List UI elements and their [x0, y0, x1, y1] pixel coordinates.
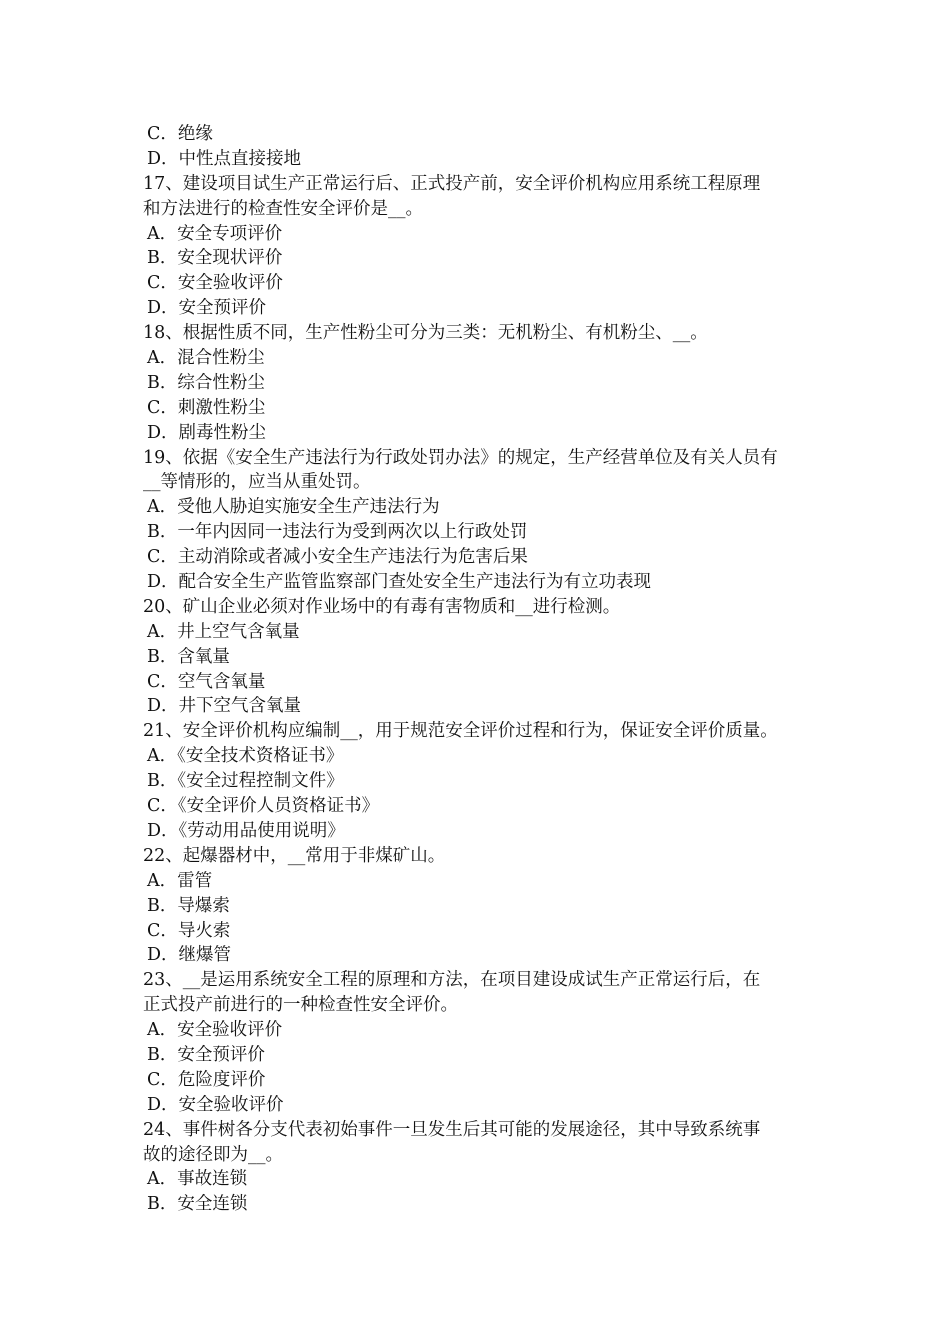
- answer-option: B．一年内因同一违法行为受到两次以上行政处罚: [147, 522, 528, 543]
- question-text: 故的途径即为__。: [143, 1144, 283, 1165]
- question-text: 和方法进行的检查性安全评价是__。: [143, 198, 423, 219]
- answer-option: C．危险度评价: [147, 1069, 266, 1090]
- answer-option: B．导爆索: [147, 895, 230, 916]
- answer-option: A．井上空气含氧量: [147, 621, 300, 642]
- question-text: 17、建设项目试生产正常运行后、正式投产前，安全评价机构应用系统工程原理: [143, 173, 761, 194]
- answer-option: D．继爆管: [147, 945, 232, 966]
- answer-option: C．主动消除或者减小安全生产违法行为危害后果: [147, 547, 528, 568]
- answer-option: A．事故连锁: [147, 1169, 248, 1190]
- answer-option: D．安全预评价: [147, 298, 267, 319]
- answer-option: C．导火索: [147, 920, 231, 941]
- answer-option: A．安全验收评价: [147, 1020, 283, 1041]
- question-text: 22、起爆器材中，__常用于非煤矿山。: [143, 845, 446, 866]
- answer-option: C．绝缘: [147, 124, 213, 144]
- answer-option: A．安全专项评价: [147, 223, 283, 244]
- question-text: 24、事件树各分支代表初始事件一旦发生后其可能的发展途径，其中导致系统事: [143, 1119, 761, 1140]
- question-list: [143, 122, 813, 1217]
- question-text: 19、依据《安全生产违法行为行政处罚办法》的规定，生产经营单位及有关人员有: [143, 447, 778, 468]
- question-text: 18、根据性质不同，生产性粉尘可分为三类：无机粉尘、有机粉尘、__。: [143, 323, 708, 344]
- question-text: 20、矿山企业必须对作业场中的有毒有害物质和__进行检测。: [143, 596, 621, 617]
- question-text: 正式投产前进行的一种检查性安全评价。: [143, 995, 458, 1016]
- answer-option: A．雷管: [147, 870, 213, 891]
- answer-option: B．安全连锁: [147, 1194, 248, 1215]
- answer-option: C．空气含氧量: [147, 671, 266, 692]
- answer-option: C．安全验收评价: [147, 273, 283, 294]
- question-text: __等情形的，应当从重处罚。: [143, 472, 371, 493]
- answer-option: C．《安全评价人员资格证书》: [147, 796, 380, 817]
- question-text: 23、__是运用系统安全工程的原理和方法，在项目建设成试生产正常运行后，在: [143, 970, 761, 991]
- answer-option: D．井下空气含氧量: [147, 696, 302, 717]
- answer-option: B．综合性粉尘: [147, 372, 265, 393]
- answer-option: B．安全现状评价: [147, 248, 283, 269]
- answer-option: D．安全验收评价: [147, 1094, 284, 1115]
- answer-option: B．《安全过程控制文件》: [147, 771, 344, 792]
- answer-option: D．剧毒性粉尘: [147, 422, 267, 443]
- answer-option: B．安全预评价: [147, 1044, 265, 1065]
- question-text: 21、安全评价机构应编制__，用于规范安全评价过程和行为，保证安全评价质量。: [143, 721, 778, 742]
- answer-option: A．《安全技术资格证书》: [147, 746, 344, 767]
- answer-option: B．含氧量: [147, 646, 230, 667]
- answer-option: D．《劳动用品使用说明》: [147, 820, 345, 841]
- answer-option: A．混合性粉尘: [147, 348, 265, 369]
- answer-option: C．刺激性粉尘: [147, 397, 266, 418]
- answer-option: A．受他人胁迫实施安全生产违法行为: [147, 497, 440, 518]
- answer-option: D．配合安全生产监管监察部门查处安全生产违法行为有立功表现: [147, 572, 652, 593]
- answer-option: D．中性点直接接地: [147, 148, 302, 169]
